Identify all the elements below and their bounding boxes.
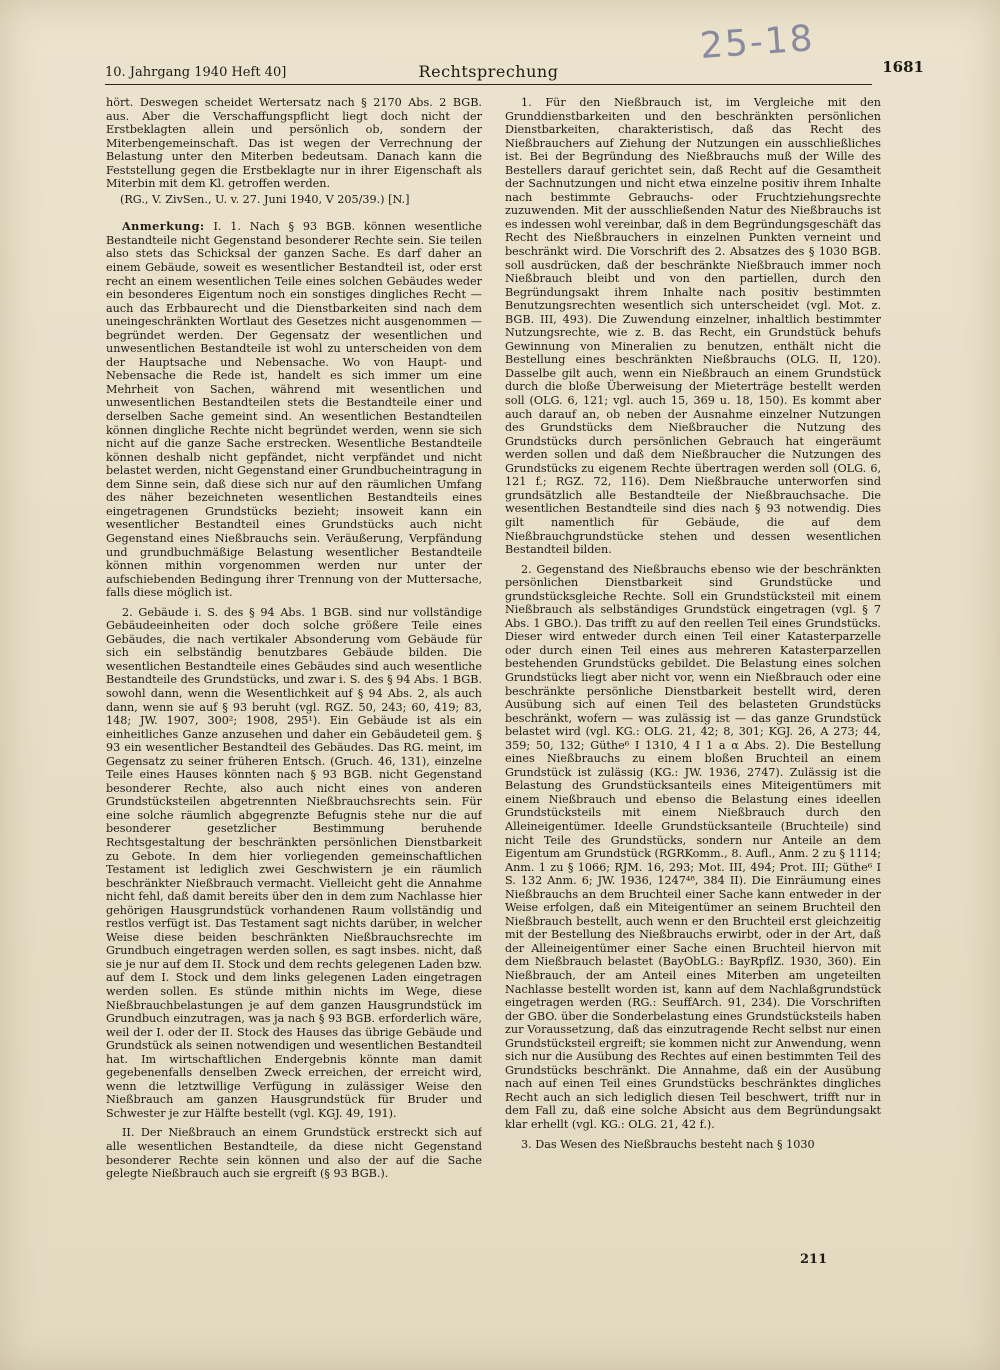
paragraph: II. Der Nießbrauch an einem Grundstück erstreckt sich auf alle wesentlichen Bestandteile, da diese nicht Gegenstand besonderer Rechte sein können und also der auf die Sache gelegte Nießbrauch auch sie ergreift (§ 93 BGB.).: [106, 1126, 482, 1181]
paragraph: hört. Deswegen scheidet Wertersatz nach § 2170 Abs. 2 BGB. aus. Aber die Verschaffungspflicht liegt doch nicht der Erstbeklagten allein und persönlich ob, sondern der Miterbengemeinschaft. Das ist wegen der Verrechnung der Belastung unter den Miterben bedeutsam. Danach kann die Feststellung gegen die Erstbeklagte nur in ihrer Eigenschaft als Miterbin mit dem Kl. getroffen werden.: [106, 96, 482, 191]
annotation-paragraph: [106, 220, 482, 599]
page-number: 1681: [882, 58, 924, 76]
section-title: Rechtsprechung: [418, 62, 559, 81]
left-column: [106, 96, 482, 1246]
handwritten-note: 25-18: [698, 18, 816, 67]
signature-number: 211: [800, 1252, 828, 1267]
journal-volume: 10. Jahrgang 1940 Heft 40]: [105, 65, 287, 80]
annotation-label: Anmerkung:: [122, 219, 205, 234]
paragraph: 1. Für den Nießbrauch ist, im Vergleiche mit den Grunddienstbarkeiten und den beschränkten persönlichen Dienstbarkeiten, charakteristisch, daß das Recht des Nießbrauchers auf Ziehung der Nutzungen ein ausschließliches ist. Bei der Begründung des Nießbrauchs muß der Wille des Bestellers darauf gerichtet sein, daß Recht auf die Gesamtheit der Sachnutzungen und nicht etwa einzelne positiv ihrem Inhalte nach bestimmte Gebrauchs- oder Fruchtziehungsrechte zuzuwenden. Mit der ausschließenden Natur des Nießbrauchs ist es indessen wohl vereinbar, daß in dem Begründungsgeschäft das Recht des Nießbrauchers in einzelnen Punkten verneint und beschränkt wird. Die Vorschrift des 2. Absatzes des § 1030 BGB. soll ausdrücken, daß der beschränkte Nießbrauch immer noch Nießbrauch bleibt und von den partiellen, durch den Begründungsakt ihrem Inhalte nach positiv bestimmten Benutzungsrechten wesentlich sich unterscheidet (vgl. Mot. z. BGB. III, 493). Die Zuwendung einzelner, inhaltlich bestimmter Nutzungsrechte, wie z. B. das Recht, ein Grundstück behufs Gewinnung von Mineralien zu benutzen, enthält nicht die Bestellung eines beschränkten Nießbrauchs (OLG. II, 120). Dasselbe gilt auch, wenn ein Nießbrauch an einem Grundstück durch die bloße Überweisung der Mieterträge bestellt werden soll (OLG. 6, 121; vgl. auch 15, 369 u. 18, 150). Es kommt aber auch darauf an, ob neben der Ausnahme einzelner Nutzungen des Grundstücks dem Nießbraucher die Nutzung des Grundstücks durch persönlichen Gebrauch hat eingeräumt werden sollen und daß dem Nießbraucher die Nutzungen des Grundstücks zu eigenem Rechte übertragen werden soll (OLG. 6, 121 f.; RGZ. 72, 116). Dem Nießbrauche unterworfen sind grundsätzlich alle Bestandteile der Nießbrauchsache. Die wesentlichen Bestandteile sind dies nach § 93 notwendig. Dies gilt namentlich für Gebäude, die auf dem Nießbrauchgrundstücke stehen und dessen wesentlichen Bestandteil bilden.: [505, 96, 881, 557]
right-column: [505, 96, 881, 1236]
annotation-text: I. 1. Nach § 93 BGB. können wesentliche Bestandteile nicht Gegenstand besonderer Rechte sein. Sie teilen also stets das Schicksal der ganzen Sache. Es darf daher an einem Gebäude, soweit es wesentlicher Bestandteil ist, oder erst recht an einem wesentlichen Teile eines solchen Gebäudes weder ein besonderes Eigentum noch ein sonstiges dingliches Recht — auch das Erbbaurecht und die Dienstbarkeiten sind nach dem uneingeschränkten Wortlaut des Gesetzes nicht ausgenommen — begründet werden. Der Gegensatz der wesentlichen und unwesentlichen Bestandteile ist wohl zu unterscheiden von dem der Hauptsache und Nebensache. Wo von Haupt- und Nebensache die Rede ist, handelt es sich immer um eine Mehrheit von Sachen, während mit wesentlichen und unwesentlichen Bestandteilen stets die Bestandteile einer und derselben Sache gemeint sind. An wesentlichen Bestandteilen können dingliche Rechte nicht begründet werden, wenn sie sich nicht auf die ganze Sache erstrecken. Wesentliche Bestandteile können deshalb nicht gepfändet, nicht verpfändet und nicht belastet werden, nicht Gegenstand einer Grundbucheintragung in dem Sinne sein, daß diese sich nur auf den räumlichen Umfang des näher bezeichneten wesentlichen Bestandteils eines eingetragenen Grundstücks bezieht; insoweit kann ein wesentlicher Bestandteil eines Grundstücks auch nicht Gegenstand eines Nießbrauchs sein. Veräußerung, Verpfändung und grundbuchmäßige Belastung wesentlicher Bestandteile können mithin vorgenommen werden nur unter der aufschiebenden Bedingung ihrer Trennung von der Muttersache, falls diese möglich ist.: [106, 220, 482, 600]
paragraph: 2. Gegenstand des Nießbrauchs ebenso wie der beschränkten persönlichen Dienstbarkeit sind Grundstücke und grundstücksgleiche Rechte. Soll ein Grundstücksteil mit einem Nießbrauch als selbständiges Grundstück eingetragen (vgl. § 7 Abs. 1 GBO.). Das trifft zu auf den reellen Teil eines Grundstücks. Dieser wird entweder durch einen Teil einer Katasterparzelle oder durch einen Teil eines aus mehreren Katasterparzellen bestehenden Grundstücks gebildet. Die Belastung eines solchen Grundstücks liegt aber nicht vor, wenn ein Nießbrauch oder eine beschränkte persönliche Dienstbarkeit bestellt wird, deren Ausübung sich auf einen Teil des belasteten Grundstücks beschränkt, wofern — was zulässig ist — das ganze Grundstück belastet wird (vgl. KG.: OLG. 21, 42; 8, 301; KGJ. 26, A 273; 44, 359; 50, 132; Güthe⁶ I 1310, 4 I 1 a α Abs. 2). Die Bestellung eines Nießbrauchs zu einem bloßen Bruchteil an einem Grundstück ist zulässig (KG.: JW. 1936, 2747). Zulässig ist die Belastung des Grundstücksanteils eines Miteigentümers mit einem Nießbrauch und ebenso die Belastung eines ideellen Grundstücksteils mit einem Nießbrauch durch den Alleineigentümer. Ideelle Grundstücksanteile (Bruchteile) sind nicht Teile des Grundstücks, sondern nur Anteile an dem Eigentum am Grundstück (RGRKomm., 8. Aufl., Anm. 2 zu § 1114; Anm. 1 zu § 1066; RJM. 16, 293; Mot. III, 494; Prot. III; Güthe⁶ I S. 132 Anm. 6; JW. 1936, 1247⁴⁸, 384 II). Die Einräumung eines Nießbrauchs an dem Bruchteil einer Sache kann entweder in der Weise erfolgen, daß ein Miteigentümer an seinem Bruchteil den Nießbrauch bestellt, auch wenn er den Bruchteil erst gleichzeitig mit der Bestellung des Nießbrauchs erwirbt, oder in der Art, daß der Alleineigentümer einer Sache einen Bruchteil hiervon mit dem Nießbrauch belastet (BayObLG.: BayRpflZ. 1930, 360). Ein Nießbrauch, der am Anteil eines Miterben am ungeteilten Nachlasse bestellt worden ist, kann auf dem Nachlaßgrundstück eingetragen werden (RG.: SeuffArch. 91, 234). Die Vorschriften der GBO. über die Sonderbelastung eines Grundstücksteils haben zur Voraussetzung, daß das einzutragende Recht selbst nur einen Grundstücksteil ergreift; sie kommen nicht zur Anwendung, wenn sich nur die Ausübung des Rechtes auf einen bestimmten Teil des Grundstücks beschränkt. Die Annahme, daß ein der Ausübung nach auf einen Teil eines Grundstücks beschränktes dingliches Recht auch an sich lediglich diesen Teil beschwert, trifft nur in dem Fall zu, daß eine solche Absicht aus dem Begründungsakt klar erhellt (vgl. KG.: OLG. 21, 42 f.).: [505, 562, 881, 1132]
paragraph: 3. Das Wesen des Nießbrauchs besteht nach § 1030: [521, 1137, 815, 1151]
court-citation: (RG., V. ZivSen., U. v. 27. Juni 1940, V 205/39.) [N.]: [120, 192, 410, 206]
running-header: [105, 56, 924, 85]
paragraph: 2. Gebäude i. S. des § 94 Abs. 1 BGB. sind nur vollständige Gebäudeeinheiten oder doch solche größere Teile eines Gebäudes, die nach vertikaler Absonderung vom Gebäude für sich ein selbständig benutzbares Gebäude bilden. Die wesentlichen Bestandteile eines Gebäudes sind auch wesentliche Bestandteile des Grundstücks, und zwar i. S. des § 94 Abs. 1 BGB. sowohl dann, wenn die Wesentlichkeit auf § 94 Abs. 2, als auch dann, wenn sie auf § 93 beruht (vgl. RGZ. 50, 243; 60, 419; 83, 148; JW. 1907, 300²; 1908, 295¹). Ein Gebäude ist als ein einheitliches Ganze anzusehen und daher ein Gebäudeteil gem. § 93 ein wesentlicher Bestandteil des Gebäudes. Das RG. meint, im Gegensatz zu seiner früheren Entsch. (Gruch. 46, 131), einzelne Teile eines Hauses könnten nach § 93 BGB. nicht Gegenstand besonderer Rechte, also auch nicht eines von anderen Grundstücksteilen abgetrennten Nießbrauchsrechts sein. Für eine solche räumlich abgegrenzte Befugnis stehe nur die auf besonderer gesetzlicher Bestimmung beruhende Rechtsgestaltung der beschränkten persönlichen Dienstbarkeit zu Gebote. In dem hier vorliegenden gemeinschaftlichen Testament ist lediglich zwei Geschwistern je ein räumlich beschränkter Nießbrauch vermacht. Vielleicht geht die Annahme nicht fehl, daß damit bereits über den in dem zum Nachlasse hier gehörigen Hausgrundstück vorhandenen Raum vollständig und restlos verfügt ist. Das Testament sagt nichts darüber, in welcher Weise diese beiden beschränkten Nießbrauchsrechte im Grundbuch eingetragen werden sollen, es sagt insbes. nicht, daß sie je nur auf dem II. Stock und dem rechts gelegenen Laden bzw. auf dem I. Stock und dem links gelegenen Laden eingetragen werden sollen. Es stünde mithin nichts im Wege, diese Nießbrauchbelastungen je auf dem ganzen Hausgrundstück im Grundbuch einzutragen, was ja nach § 93 BGB. erforderlich wäre, weil der I. oder der II. Stock des Hauses das übrige Gebäude und Grundstück als seinen notwendigen und wesentlichen Bestandteil hat. Im wirtschaftlichen Endergebnis könnte man damit gegebenenfalls denselben Zweck erreichen, der erreicht wird, wenn die letztwillige Verfügung in zulässiger Weise den Nießbrauch am ganzen Hausgrundstück für Bruder und Schwester je zur Hälfte bestellt (vgl. KGJ. 49, 191).: [106, 605, 482, 1120]
